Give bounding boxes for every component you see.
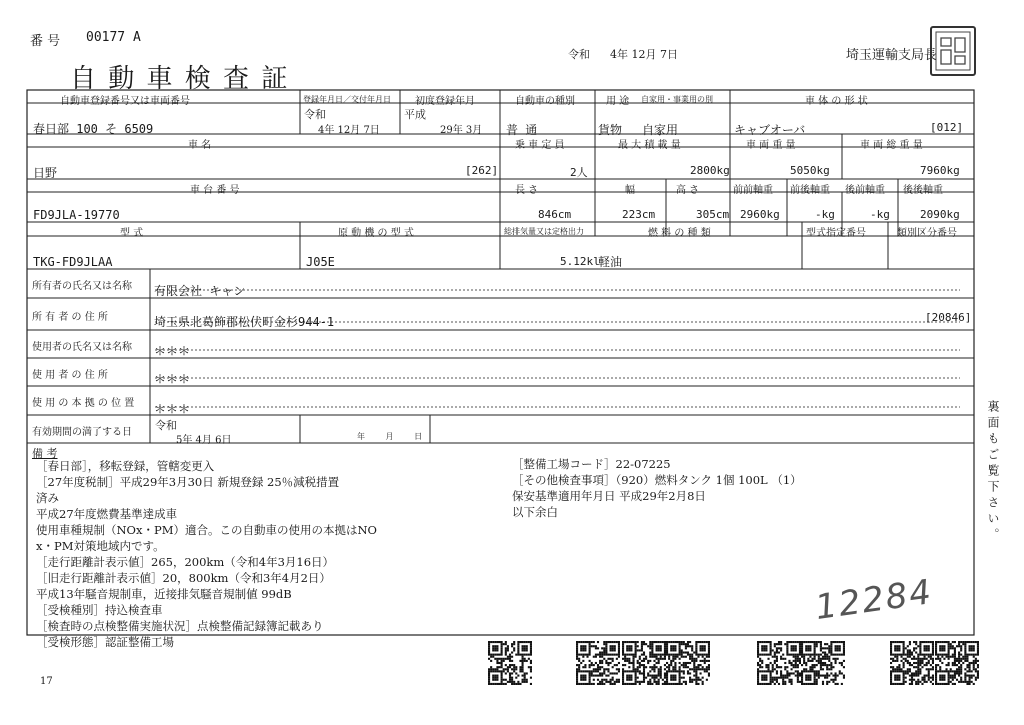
owner-name-label: 所有者の氏名又は名称 (32, 281, 132, 292)
note-line: ［旧走行距離計表示値］20，800km（令和3年4月2日） (36, 571, 331, 585)
issue-date-era: 令和 (568, 48, 590, 61)
first-reg-era: 平成 (404, 108, 426, 121)
user-address-value: ＊＊＊ (154, 372, 191, 386)
max-load-label: 最 大 積 載 量 (618, 140, 681, 151)
note-line: ［その他検査事項］（920）燃料タンク 1個 100L （1） (512, 473, 802, 487)
qr-code-icon (576, 641, 620, 685)
note-line: ［検査時の点検整備実施状況］点検整備記録簿記載あり (36, 619, 324, 633)
base-location-value: ＊＊＊ (154, 402, 191, 416)
car-name-code: [262] (465, 164, 499, 177)
first-reg-label: 初度登録年月 (415, 96, 475, 107)
notes-left-column (36, 458, 377, 650)
front-rear-axle-value: -kg (815, 208, 835, 221)
engine-model-value: J05E (306, 255, 335, 269)
height-label: 高 さ (676, 185, 700, 196)
note-line: ［整備工場コード］22-07225 (512, 457, 671, 471)
front-rear-axle-label: 前後軸重 (790, 185, 830, 196)
document-title: 自 動 車 検 査 証 (70, 64, 290, 94)
note-line: 平成13年騒音規制車，近接排気騒音規制値 99dB (36, 587, 292, 601)
body-shape-code: [012] (930, 121, 964, 134)
width-value: 223cm (622, 208, 656, 221)
type-designation-label: 型式指定番号 (806, 228, 866, 239)
owner-address-label: 所 有 者 の 住 所 (32, 312, 108, 323)
user-address-label: 使 用 者 の 住 所 (32, 370, 108, 381)
fuel-type-value: 軽油 (598, 255, 623, 269)
expiry-date-label: 有効期間の満了する日 (32, 427, 132, 438)
use-sub-value: 自家用 (642, 123, 679, 137)
note-line: 平成27年度燃費基準達成車 (36, 507, 178, 521)
owner-address-value: 埼玉県北葛飾郡松伏町金杉944-1 (154, 315, 335, 329)
first-reg-value: 29年 3月 (440, 125, 483, 136)
qr-code-icon (488, 641, 532, 685)
owner-name-value: 有限会社 キャン (154, 284, 246, 298)
rear-front-axle-label: 後前軸重 (845, 185, 885, 196)
reg-number-value: 春日部 100 そ 6509 (33, 122, 154, 136)
use-value: 貨物 (598, 123, 623, 137)
length-value: 846cm (538, 208, 572, 221)
note-line: ［27年度税制］平成29年3月30日 新規登録 25％減税措置 (36, 475, 340, 489)
fuel-type-label: 燃 料 の 種 類 (648, 228, 711, 239)
vehicle-weight-value: 5050kg (790, 164, 830, 177)
note-line: x・PM対策地域内です。 (36, 539, 165, 553)
reg-number-label: 自動車登録番号又は車両番号 (60, 96, 190, 107)
note-line: ［春日部］，移転登録，管轄変更入 (36, 459, 215, 473)
qr-code-icon (757, 641, 801, 685)
qr-code-icon (666, 641, 710, 685)
length-label: 長 さ (515, 185, 539, 196)
capacity-label: 乗 車 定 員 (515, 140, 565, 151)
expiry-date-value: 5年 4月 6日 (176, 435, 232, 446)
front-front-axle-value: 2960kg (740, 208, 780, 221)
issue-date: 4年 12月 7日 (610, 48, 678, 61)
note-line: ［受検形態］認証整備工場 (36, 635, 174, 649)
reg-date-value: 4年 12月 7日 (318, 125, 380, 136)
issuer-name: 埼玉運輸支局長 (846, 48, 938, 63)
expiry-blank-date: 年 月 日 (357, 432, 423, 441)
seal-icon (932, 28, 974, 74)
capacity-value: 2人 (570, 166, 588, 179)
use-sub-label: 自家用・事業用の別 (641, 95, 713, 104)
notes-label: 備 考 (32, 447, 58, 460)
rear-rear-axle-label: 後後軸重 (903, 185, 943, 196)
note-line: ［走行距離計表示値］265，200km（令和4年3月16日） (36, 555, 335, 569)
car-name-label: 車 名 (188, 140, 212, 151)
certificate-number: 00177 A (86, 30, 141, 45)
official-seal-stamp (930, 26, 976, 76)
width-label: 幅 (625, 185, 635, 196)
reg-date-era: 令和 (304, 108, 326, 121)
owner-address-code: [20846] (925, 311, 972, 324)
rear-front-axle-value: -kg (870, 208, 890, 221)
rear-rear-axle-value: 2090kg (920, 208, 960, 221)
certificate-number-label: 番 号 (30, 34, 61, 49)
use-label: 用 途 (606, 96, 630, 107)
vehicle-kind-value: 普 通 (506, 123, 538, 137)
vehicle-weight-label: 車 両 重 量 (746, 140, 796, 151)
reg-date-label: 登録年月日／交付年月日 (303, 95, 391, 104)
user-name-value: ＊＊＊ (154, 344, 191, 358)
chassis-number-label: 車 台 番 号 (190, 185, 240, 196)
note-line: 済み (36, 491, 59, 505)
base-location-label: 使 用 の 本 拠 の 位 置 (32, 398, 135, 409)
expiry-date-era: 令和 (155, 419, 177, 432)
displacement-label: 総排気量又は定格出力 (504, 227, 584, 236)
vehicle-kind-label: 自動車の種別 (515, 96, 575, 107)
handwritten-number: 12284 (812, 571, 936, 629)
car-name-value: 日野 (33, 166, 58, 180)
max-load-value: 2800kg (690, 164, 730, 177)
qr-code-icon (935, 641, 979, 685)
qr-code-icon (801, 641, 845, 685)
displacement-value: 5.12kl (560, 255, 600, 268)
model-value: TKG-FD9JLAA (33, 255, 113, 269)
user-name-label: 使用者の氏名又は名称 (32, 342, 132, 353)
note-line: 以下余白 (512, 505, 558, 519)
note-line: 使用車種規制（NOx・PM）適合。この自動車の使用の本拠はNO (36, 523, 377, 537)
model-label: 型 式 (120, 228, 144, 239)
qr-code-icon (890, 641, 934, 685)
height-value: 305cm (696, 208, 730, 221)
body-shape-value: キャブオーバ (734, 123, 806, 137)
note-line: 保安基準適用年月日 平成29年2月8日 (512, 489, 706, 503)
gross-weight-value: 7960kg (920, 164, 960, 177)
notes-right-column (512, 456, 802, 520)
gross-weight-label: 車 両 総 重 量 (860, 140, 923, 151)
front-front-axle-label: 前前軸重 (733, 185, 773, 196)
qr-code-icon (622, 641, 666, 685)
chassis-number-value: FD9JLA-19770 (33, 208, 120, 222)
corner-mark: 17 (40, 676, 53, 687)
reverse-side-note: 裏面もご覧下さい。 (986, 400, 1000, 544)
engine-model-label: 原 動 機 の 型 式 (338, 228, 414, 239)
body-shape-label: 車 体 の 形 状 (805, 96, 868, 107)
class-number-label: 類別区分番号 (897, 228, 957, 239)
note-line: ［受検種別］持込検査車 (36, 603, 163, 617)
